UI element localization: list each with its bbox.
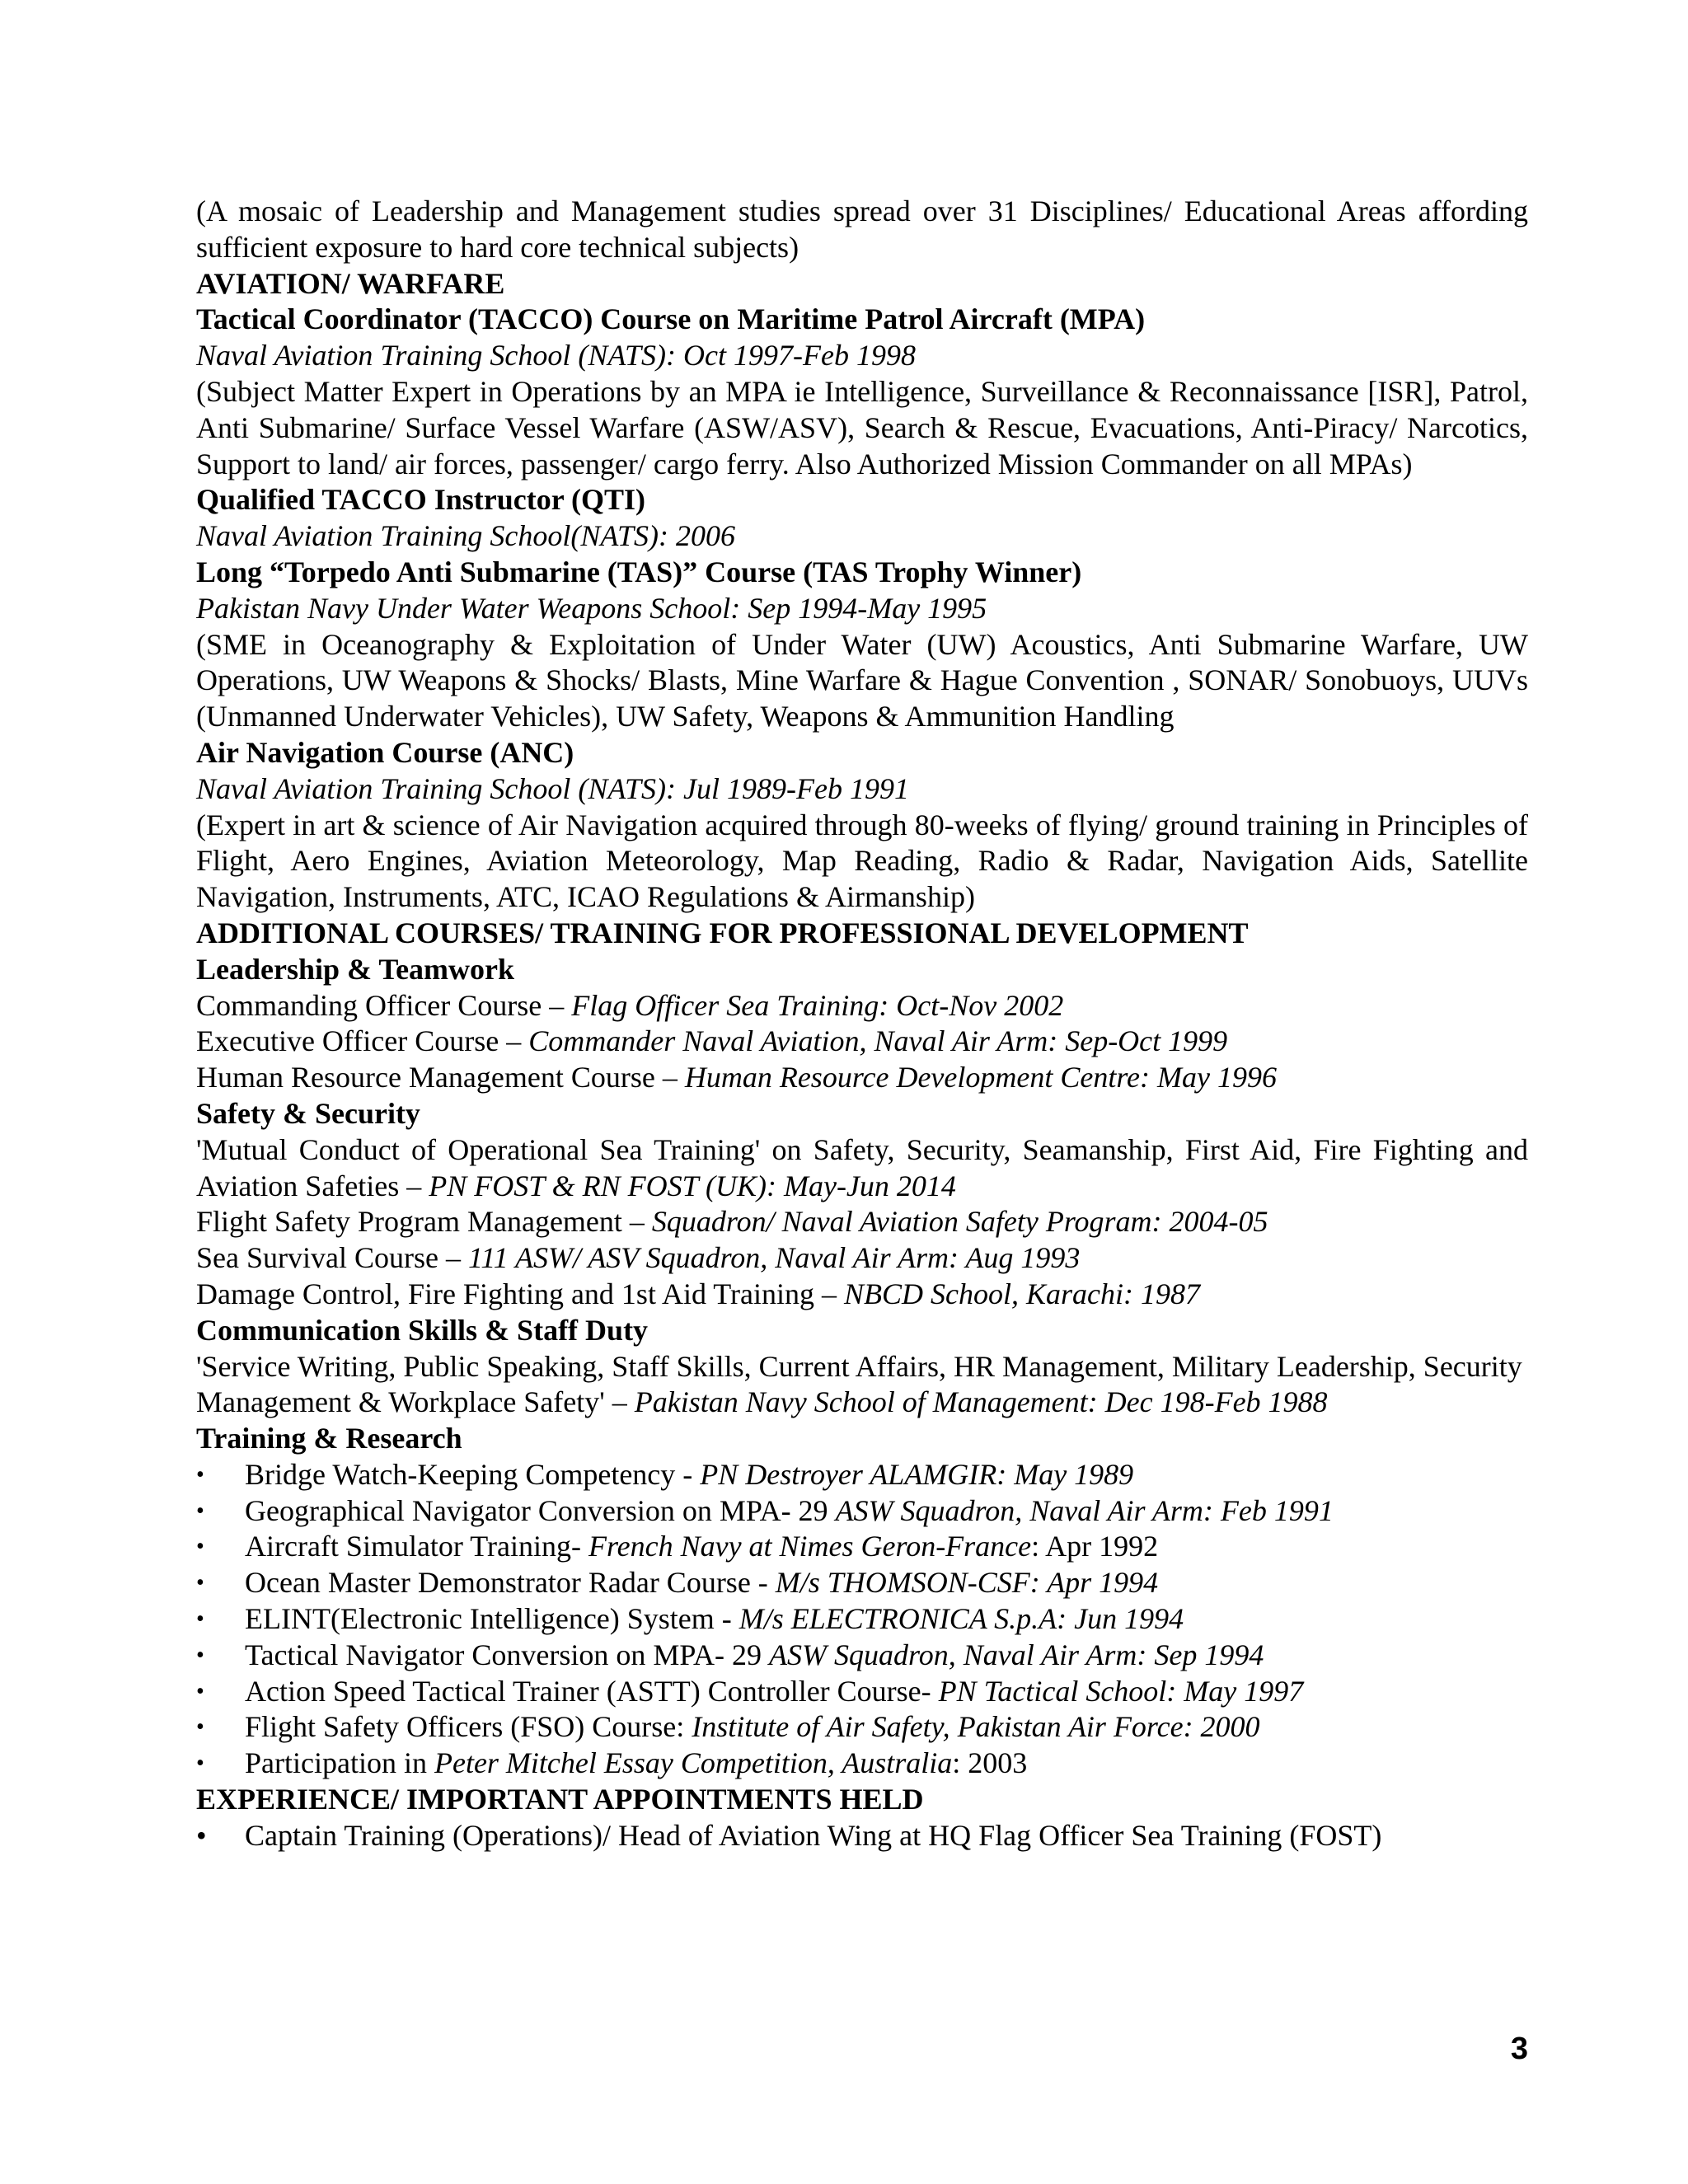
course-description: (Subject Matter Expert in Operations by an MPA ie Intelligence, Surveillance & Reconnaissance [ISR], Patrol, Anti Submarine/ Surface Vessel Warfare (ASW/ASV), Search & Rescue, Evacuations, Anti-Piracy/ Narcotics, Support to land/ air forces, passenger/ cargo ferry. Also Authorized Mission Commander on all MPAs)	[196, 374, 1528, 480]
bullet-icon: •	[196, 1642, 204, 1668]
safety-item	[196, 1132, 1528, 1205]
bullet-icon: •	[196, 1678, 204, 1704]
subheading-training: Training & Research	[196, 1422, 462, 1455]
safety-item	[196, 1240, 1528, 1277]
course-institution: Naval Aviation Training School(NATS): 2006	[196, 519, 736, 553]
bullet-icon: •	[196, 1750, 204, 1777]
subheading-leadership: Leadership & Teamwork	[196, 952, 515, 986]
course-detail: Pakistan Navy School of Management: Dec 198-Feb 1988	[634, 1385, 1328, 1419]
list-item: • Action Speed Tactical Trainer (ASTT) Controller Course- PN Tactical School: May 1997	[196, 1674, 1528, 1710]
course-name: Executive Officer Course –	[196, 1024, 529, 1058]
section-heading-additional: ADDITIONAL COURSES/ TRAINING FOR PROFESSIONAL DEVELOPMENT	[196, 916, 1249, 949]
list-item: • Captain Training (Operations)/ Head of Aviation Wing at HQ Flag Officer Sea Training (FOST)	[196, 1818, 1528, 1854]
course-detail: PN FOST & RN FOST (UK): May-Jun 2014	[429, 1169, 956, 1202]
course-detail: Squadron/ Naval Aviation Safety Program: 2004-05	[651, 1205, 1268, 1239]
bullet-icon: •	[196, 1461, 204, 1488]
safety-item	[196, 1277, 1528, 1313]
course-name: 'Mutual Conduct of Operational Sea Training' on Safety, Security, Seamanship, First Aid, Fire Fighting and Aviation Safeties –	[196, 1132, 1528, 1202]
course-name: Flight Safety Program Management –	[196, 1205, 652, 1239]
list-item: • ELINT(Electronic Intelligence) System - M/s ELECTRONICA S.p.A: Jun 1994	[196, 1601, 1528, 1638]
section-heading-experience: EXPERIENCE/ IMPORTANT APPOINTMENTS HELD	[196, 1783, 924, 1816]
training-list	[196, 1457, 1528, 1782]
intro-paragraph: (A mosaic of Leadership and Management studies spread over 31 Disciplines/ Educational Areas affording sufficient exposure to hard core technical subjects)	[196, 194, 1528, 264]
leadership-item	[196, 1060, 1528, 1096]
section-heading-aviation: AVIATION/ WARFARE	[196, 266, 505, 300]
course-title: Long “Torpedo Anti Submarine (TAS)” Course (TAS Trophy Winner)	[196, 555, 1082, 588]
course-description: (SME in Oceanography & Exploitation of Under Water (UW) Acoustics, Anti Submarine Warfare, UW Operations, UW Weapons & Shocks/ Blasts, Mine Warfare & Hague Convention , SONAR/ Sonobuoys, UUVs (Unmanned Underwater Vehicles), UW Safety, Weapons & Ammunition Handling	[196, 627, 1528, 733]
course-name: Commanding Officer Course –	[196, 988, 572, 1022]
list-item: • Flight Safety Officers (FSO) Course: Institute of Air Safety, Pakistan Air Force: 2000	[196, 1709, 1528, 1746]
bullet-icon: •	[196, 1534, 204, 1560]
course-institution: Pakistan Navy Under Water Weapons School: Sep 1994-May 1995	[196, 591, 987, 625]
list-item: • Bridge Watch-Keeping Competency - PN Destroyer ALAMGIR: May 1989	[196, 1457, 1528, 1493]
bullet-icon: •	[196, 1606, 204, 1633]
course-tacco	[196, 302, 1528, 482]
list-item: • Geographical Navigator Conversion on MPA- 29 ASW Squadron, Naval Air Arm: Feb 1991	[196, 1493, 1528, 1530]
course-detail: Flag Officer Sea Training: Oct-Nov 2002	[571, 988, 1064, 1022]
course-name: Sea Survival Course –	[196, 1241, 468, 1275]
course-title: Air Navigation Course (ANC)	[196, 735, 574, 769]
course-title: Tactical Coordinator (TACCO) Course on Maritime Patrol Aircraft (MPA)	[196, 302, 1146, 336]
course-qti	[196, 482, 1528, 555]
course-detail: Human Resource Development Centre: May 1996	[684, 1061, 1277, 1094]
page-number: 3	[1510, 2032, 1528, 2066]
experience-list	[196, 1818, 1528, 1854]
course-detail: NBCD School, Karachi: 1987	[844, 1277, 1200, 1310]
course-name: 'Service Writing, Public Speaking, Staff Skills, Current Affairs, HR Management, Military Leadership, Security Management & Workplace Safety' –	[196, 1349, 1522, 1419]
course-institution: Naval Aviation Training School (NATS): Oct 1997-Feb 1998	[196, 339, 916, 373]
communication-item	[196, 1349, 1528, 1422]
leadership-item	[196, 988, 1528, 1024]
safety-item	[196, 1204, 1528, 1240]
course-name: Damage Control, Fire Fighting and 1st Aid Training –	[196, 1277, 845, 1310]
subheading-communication: Communication Skills & Staff Duty	[196, 1313, 649, 1347]
course-institution: Naval Aviation Training School (NATS): Jul 1989-Feb 1991	[196, 771, 909, 805]
bullet-icon: •	[196, 1714, 204, 1741]
list-item: • Aircraft Simulator Training- French Navy at Nimes Geron-France: Apr 1992	[196, 1529, 1528, 1565]
course-title: Qualified TACCO Instructor (QTI)	[196, 483, 646, 517]
course-detail: Commander Naval Aviation, Naval Air Arm: Sep-Oct 1999	[528, 1024, 1228, 1058]
subheading-safety: Safety & Security	[196, 1096, 420, 1130]
list-item: • Tactical Navigator Conversion on MPA- 29 ASW Squadron, Naval Air Arm: Sep 1994	[196, 1638, 1528, 1674]
list-item: • Ocean Master Demonstrator Radar Course - M/s THOMSON-CSF: Apr 1994	[196, 1565, 1528, 1601]
bullet-icon: •	[196, 1497, 204, 1524]
course-description: (Expert in art & science of Air Navigation acquired through 80-weeks of flying/ ground training in Principles of Flight, Aero Engines, Aviation Meteorology, Map Reading, Radio & Radar, Navigation Aids, Satellite Navigation, Instruments, ATC, ICAO Regulations & Airmanship)	[196, 808, 1528, 914]
course-detail: 111 ASW/ ASV Squadron, Naval Air Arm: Aug 1993	[467, 1241, 1081, 1275]
bullet-icon: •	[196, 1570, 204, 1596]
list-item: • Participation in Peter Mitchel Essay Competition, Australia: 2003	[196, 1746, 1528, 1782]
bullet-icon: •	[196, 1818, 207, 1852]
leadership-item	[196, 1024, 1528, 1060]
document-page	[196, 194, 1528, 1854]
course-tas	[196, 555, 1528, 735]
course-name: Human Resource Management Course –	[196, 1061, 685, 1094]
course-anc	[196, 735, 1528, 916]
